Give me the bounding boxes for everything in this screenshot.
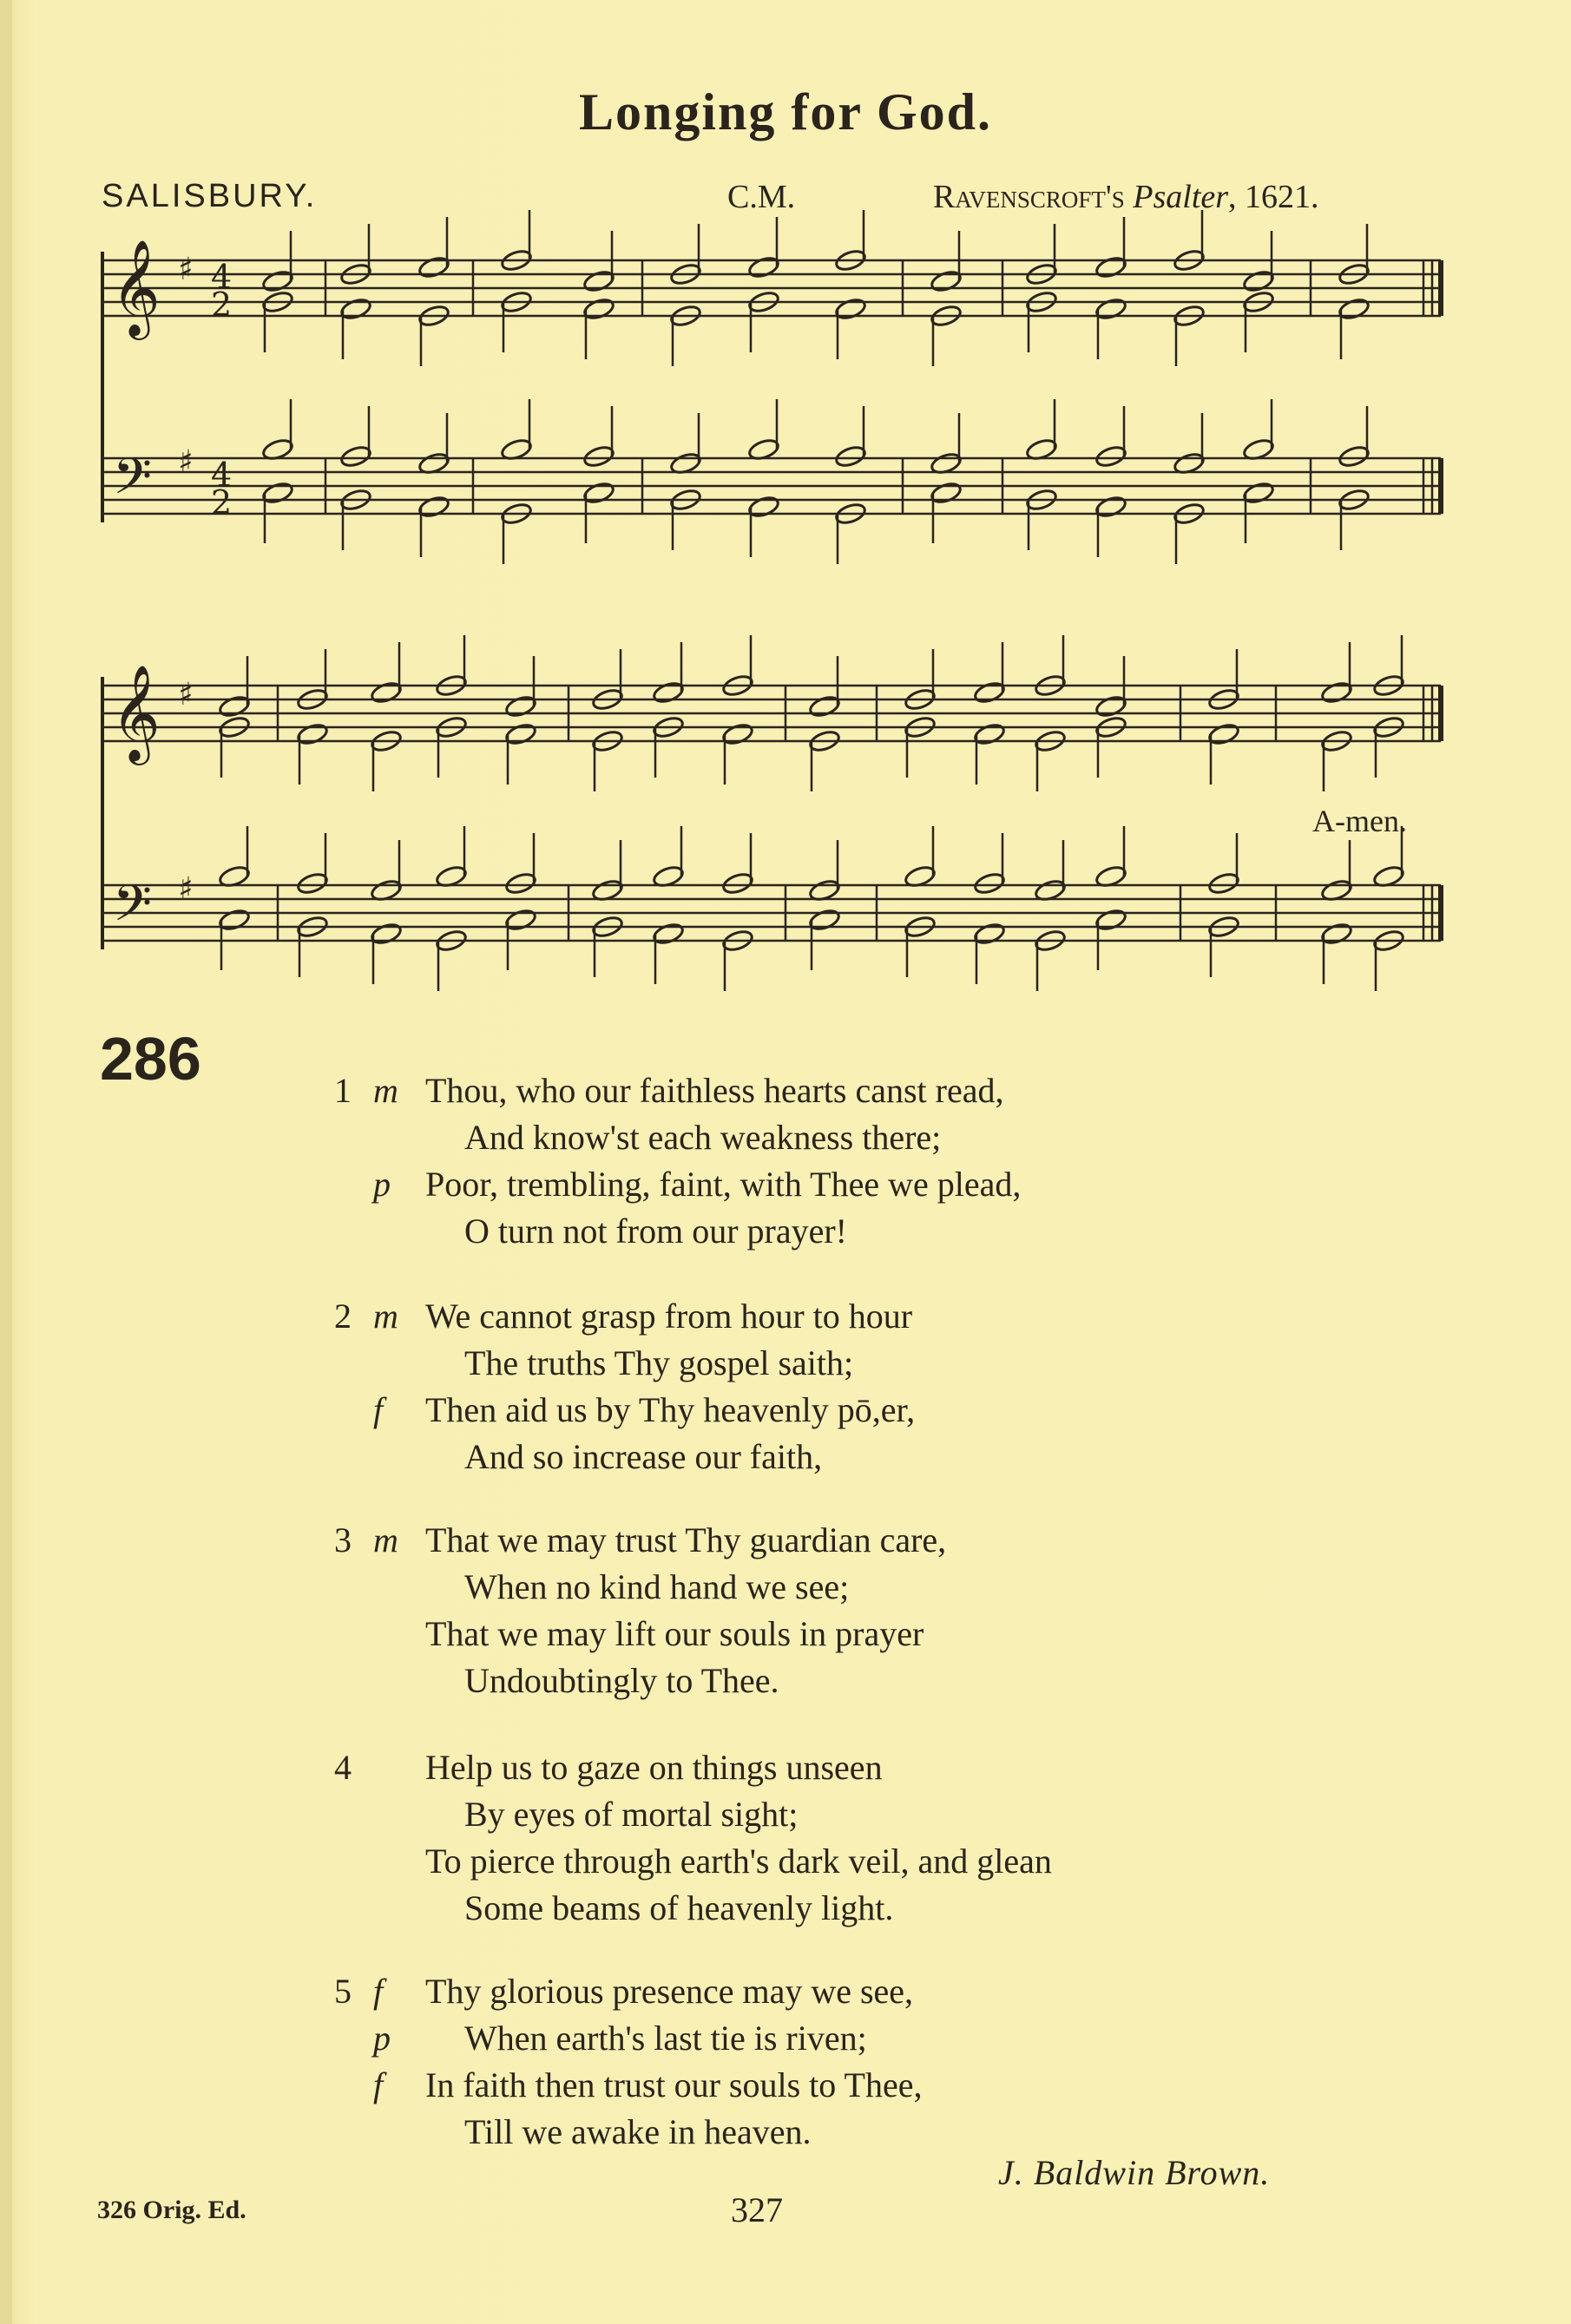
note-head: [973, 680, 1006, 706]
verse-number: 4: [334, 1748, 352, 1787]
note-head: [1094, 255, 1127, 280]
note-head: [504, 871, 537, 896]
verse-3: [334, 1517, 946, 1704]
verse-line: [334, 1434, 915, 1480]
verse-2: [334, 1293, 915, 1480]
verse-number: 5: [334, 1972, 352, 2011]
note-head: [1207, 722, 1240, 747]
note-head: [747, 495, 780, 520]
dynamic-marking: m: [373, 1071, 398, 1110]
note-head: [370, 922, 403, 947]
time-signature: 2: [211, 286, 233, 324]
lyric-text: Thou, who our faithless hearts canst read,: [425, 1071, 1004, 1110]
source-year: , 1621.: [1228, 179, 1319, 215]
lyric-text: Help us to gaze on things unseen: [425, 1748, 883, 1787]
lyric-text: That we may trust Thy guardian care,: [425, 1520, 947, 1559]
lyric-text: Poor, trembling, faint, with Thee we plead,: [425, 1165, 1022, 1204]
note-head: [218, 694, 251, 719]
note-head: [261, 481, 294, 506]
note-head: [1094, 444, 1127, 469]
dynamic-marking: m: [373, 1297, 398, 1336]
note-head: [1242, 481, 1275, 506]
verse-line: [334, 1067, 1021, 1114]
note-head: [504, 722, 537, 747]
verse-line: [334, 1340, 915, 1387]
key-sharp: ♯: [178, 871, 194, 907]
note-head: [808, 694, 841, 719]
author: J. Baldwin Brown.: [998, 2153, 1271, 2192]
note-head: [1338, 297, 1371, 322]
note-head: [721, 722, 754, 747]
note-head: [721, 871, 754, 896]
note-head: [930, 269, 963, 294]
lyric-text: When earth's last tie is riven;: [464, 2019, 867, 2058]
note-head: [1338, 444, 1371, 469]
verse-number: 1: [334, 1071, 352, 1110]
note-head: [504, 908, 537, 933]
verse-line: [334, 1658, 946, 1704]
note-head: [1320, 680, 1353, 706]
note-head: [582, 297, 615, 322]
note-head: [973, 722, 1006, 747]
bass-clef: 𝄢: [113, 447, 153, 518]
dynamic-marking: p: [373, 2019, 391, 2058]
note-head: [973, 871, 1006, 896]
lyric-text: By eyes of mortal sight;: [464, 1795, 799, 1834]
note-head: [296, 871, 329, 896]
lyric-text: In faith then trust our souls to Thee,: [425, 2065, 923, 2104]
verse-line: [334, 1387, 915, 1434]
dynamic-marking: f: [373, 1972, 384, 2011]
note-head: [1094, 297, 1127, 322]
verse-line: [334, 1791, 1052, 1838]
music-score: [0, 0, 1571, 1041]
verse-4: [334, 1744, 1052, 1932]
dynamic-marking: m: [373, 1520, 398, 1559]
note-head: [834, 444, 867, 469]
source-prefix: Ravenscroft's: [933, 179, 1125, 215]
note-head: [417, 495, 450, 520]
note-head: [582, 444, 615, 469]
bass-clef: 𝄢: [113, 874, 153, 945]
page-number: 327: [731, 2190, 783, 2229]
verse-line: [334, 1564, 946, 1611]
hymn-number: 286: [100, 1025, 201, 1093]
note-head: [973, 922, 1006, 947]
verse-line: [334, 1744, 1052, 1791]
note-head: [370, 680, 403, 706]
note-head: [339, 297, 372, 322]
note-head: [582, 481, 615, 506]
key-sharp: ♯: [178, 444, 194, 480]
verse-line: [334, 1968, 923, 2015]
tune-name: SALISBURY.: [102, 178, 318, 214]
note-head: [339, 444, 372, 469]
note-head: [218, 908, 251, 933]
lyric-text: Till we awake in heaven.: [464, 2112, 812, 2151]
dynamic-marking: f: [373, 2065, 384, 2104]
verse-5: [334, 1968, 923, 2156]
note-head: [747, 255, 780, 280]
verse-line: [334, 1161, 1021, 1208]
lyric-text: And know'st each weakness there;: [464, 1118, 942, 1157]
note-head: [1094, 495, 1127, 520]
dynamic-marking: f: [373, 1390, 384, 1429]
note-head: [808, 908, 841, 933]
treble-clef: 𝄞: [111, 664, 161, 761]
note-head: [930, 481, 963, 506]
verse-line: [334, 1611, 946, 1658]
verse-line: [334, 2015, 923, 2062]
note-head: [652, 922, 685, 947]
lyric-text: Some beams of heavenly light.: [464, 1888, 894, 1927]
note-head: [1094, 694, 1127, 719]
time-signature: 4: [211, 456, 233, 494]
note-head: [296, 722, 329, 747]
lyric-text: When no kind hand we see;: [464, 1567, 850, 1606]
hymn-title: Longing for God.: [579, 83, 992, 141]
note-head: [504, 694, 537, 719]
source-book: Psalter: [1133, 179, 1229, 215]
verse-line: [334, 2062, 923, 2109]
verse-line: [334, 1885, 1052, 1932]
lyric-text: We cannot grasp from hour to hour: [425, 1297, 913, 1336]
verse-number: 3: [334, 1520, 352, 1559]
lyric-text: To pierce through earth's dark veil, and glean: [425, 1841, 1052, 1881]
lyric-text: O turn not from our prayer!: [464, 1211, 847, 1251]
key-sharp: ♯: [178, 252, 194, 287]
note-head: [1207, 871, 1240, 896]
verse-1: [334, 1067, 1021, 1255]
tune-meter: C.M.: [727, 179, 796, 215]
note-head: [1094, 908, 1127, 933]
lyric-text: The truths Thy gospel saith;: [464, 1343, 854, 1382]
note-head: [261, 269, 294, 294]
verse-line: [334, 1114, 1021, 1161]
note-head: [834, 297, 867, 322]
verse-number: 2: [334, 1297, 352, 1336]
verse-line: [334, 1517, 946, 1564]
verse-line: [334, 1293, 915, 1340]
verse-line: [334, 2109, 923, 2156]
key-sharp: ♯: [178, 677, 194, 712]
lyric-text: Then aid us by Thy heavenly pō,er,: [425, 1390, 916, 1429]
lyric-text: That we may lift our souls in prayer: [425, 1614, 924, 1653]
lyric-text: Thy glorious presence may we see,: [425, 1972, 914, 2011]
verse-line: [334, 1838, 1052, 1885]
note-head: [1242, 269, 1275, 294]
verse-line: [334, 1208, 1021, 1255]
treble-clef: 𝄞: [111, 239, 161, 336]
time-signature: 2: [211, 483, 233, 522]
original-edition-ref: 326 Orig. Ed.: [97, 2196, 246, 2224]
note-head: [582, 269, 615, 294]
time-signature: 4: [211, 258, 233, 296]
amen-label: A-men.: [1312, 804, 1407, 838]
note-head: [1320, 922, 1353, 947]
lyric-text: Undoubtingly to Thee.: [464, 1661, 779, 1700]
lyric-text: And so increase our faith,: [464, 1437, 823, 1476]
dynamic-marking: p: [373, 1165, 391, 1204]
note-head: [417, 255, 450, 280]
note-head: [652, 680, 685, 706]
